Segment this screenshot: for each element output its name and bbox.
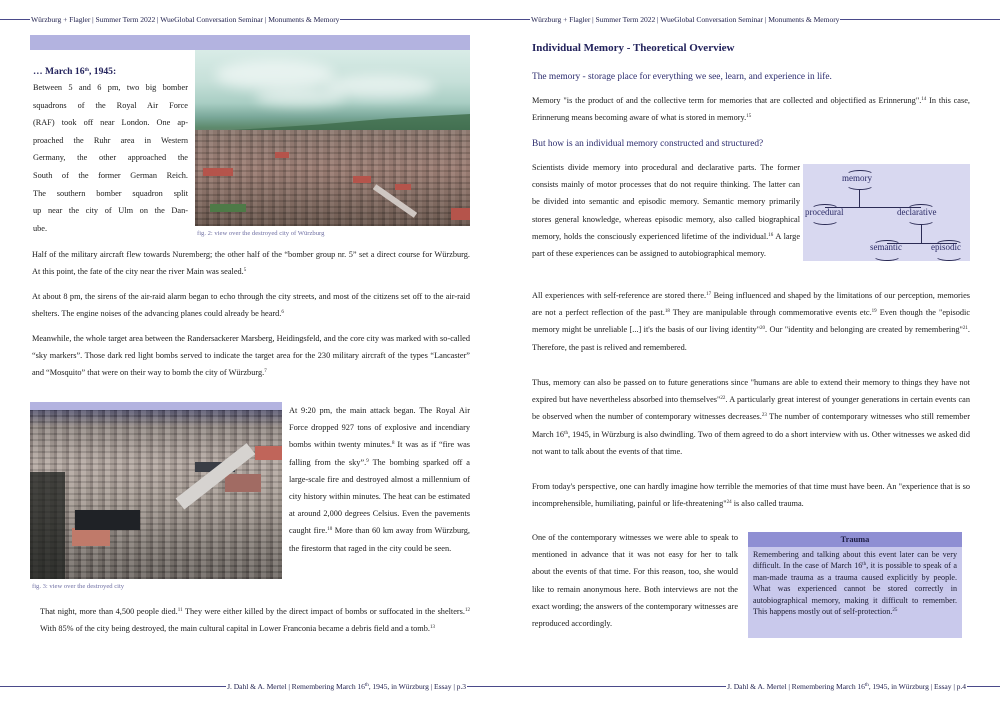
node-arc-icon [811, 215, 839, 225]
paragraph-casualties: That night, more than 4,500 people died.$^{11}$ They were either killed by the direct impact of bombs or suffocated in the shelters.$^{12}$ With 85% of the city being destroyed, the main cultural capital in Lower Franconia became a debris field and a tomb.$^{13}$ [40, 607, 470, 634]
diagram-node-episodic: episodic [931, 242, 961, 252]
header-text: Würzburg + Flagler | Summer Term 2022 | WueGlobal Conversation Seminar | Monuments & Memory [31, 14, 340, 24]
trauma-info-box [748, 532, 962, 638]
header-rule [840, 19, 1000, 20]
diagram-node-memory: memory [842, 173, 872, 183]
paragraph-main-attack: At 9:20 pm, the main attack began. The Royal Air Force dropped 927 tons of explosive and incendiary bombs within twenty minutes.$^8$ It was as if “fire was falling from the sky”.$^9$ The bombing sparked off a large-scale fire and destroyed almost a millennium of city history within minutes. The heat can be estimated at around 2,000 degrees Celsius. Even the pavements caught fire.$^{10}$ More than 60 km away from Würzburg, the firestorm that raged in the city could be seen. [289, 406, 471, 553]
subheading-storage: The memory - storage place for everything we see, learn, and experience in life. [532, 72, 832, 82]
diagram-node-declarative: declarative [897, 207, 937, 217]
accent-band [30, 35, 470, 50]
section-heading: … March 16th, 1945: [33, 66, 117, 77]
footer-rule [967, 686, 1000, 687]
footer-rule [467, 686, 500, 687]
subheading-structure: But how is an individual memory constructed and structured? [532, 139, 764, 149]
diagram-node-procedural: procedural [805, 207, 844, 217]
figure-2-photo-destroyed-wuerzburg [195, 50, 470, 226]
figure-3-photo-destroyed-city [30, 402, 282, 579]
paragraph-generations: Thus, memory can also be passed on to future generations since "humans are able to extend their memory to things they have not expired but have nevertheless absorbed into themselves"$^{22}$. A particularly great interest of younger generations in certain events can be observed when the number of contemporary witnesses decreases.$^{23}$ The number of contemporary witnesses who still remember March 16th, 1945, in Würzburg is also dwindling. Two of them agreed to do a short interview with us. Other witnesses we asked did not want to talk about the events of that time. [532, 378, 970, 456]
paragraph-intro: Between 5 and 6 pm, two big bomber squadrons of the Royal Air Force (RAF) took off near London. One ap- proached the Ruhr area in Western Germany, the other approached the South of the former German Reich. The southern bomber squadron split up near the city of Ulm on the Dan- ube. [33, 83, 188, 233]
paragraph-witness: One of the contemporary witnesses we were able to speak to mentioned in advance that it was not easy for her to talk about the events of that time. For this reason, too, she would like to remain anonymous here. Both interviews are not the exact wording; the answers of the contemporary witnesses are reproduced accordingly. [532, 533, 738, 629]
header-rule [500, 19, 530, 20]
page-title: Individual Memory - Theoretical Overview [532, 42, 735, 54]
node-arc-icon [935, 251, 963, 261]
node-arc-icon [873, 251, 901, 261]
paragraph-nuremberg: Half of the military aircraft flew towards Nuremberg; the other half of the “bomber group nr. 5” set a direct course for Würzburg. At this point, the fate of the city near the river Main was sealed.$^5$ [32, 250, 470, 277]
diagram-node-semantic: semantic [870, 242, 902, 252]
trauma-box-title: Trauma [748, 532, 962, 547]
figure-3-caption: fig. 3: view over the destroyed city [32, 583, 125, 590]
trauma-box-text: Remembering and talking about this event later can be very difficult. In the case of March 16th, it is possible to speak of a man-made trauma as a trauma caused explicitly by people. What was experienced cannot be stored correctly in autobiographical memory, making it difficult to remember. This happens mostly out of self-protection.$^{25}$ [753, 550, 957, 617]
figure-2-caption: fig. 2: view over the destroyed city of Würzburg [197, 230, 325, 237]
footer-rule [0, 686, 226, 687]
running-header [0, 12, 500, 26]
running-header [500, 12, 1000, 26]
paragraph-memory-types: Scientists divide memory into procedural and declarative parts. The former consists mainly of motor processes that do not require thinking. The latter can be divided into semantic and episodic memory. Semantic memory primarily stores general knowledge, whereas episodic memory, also called biographical memory, holds the consciously experienced lifetime of the individual.$^{16}$ A large part of these experiences can be assigned to autobiographical memory. [532, 163, 800, 259]
paragraph-sky-markers: Meanwhile, the whole target area between the Randersackerer Marsberg, Heidingsfeld, and the core city was marked with so-called “sky markers”. Those dark red light bombs served to indicate the target area for the 230 military aircraft of the types “Lancaster” and “Mosquito” that were on their way to bomb the city of Würzburg.$^7$ [32, 334, 470, 378]
running-footer [0, 679, 500, 693]
node-arc-icon [846, 180, 874, 190]
running-footer [500, 679, 1000, 693]
footer-rule [500, 686, 726, 687]
paragraph-self-reference: All experiences with self-reference are stored there.$^{17}$ Being influenced and shaped by the limitations of our perception, memories are not a perfect reflection of the past.$^{18}$ They are manipulable through commemorative events etc.$^{19}$ Even though the "episodic memory might be unreliable [...] it's the basis of our living identity"$^{20}$. Our "identity and belonging are created by remembering"$^{21}$. Therefore, the past is relived and remembered. [532, 291, 971, 352]
header-text: Würzburg + Flagler | Summer Term 2022 | WueGlobal Conversation Seminar | Monuments & Memory [531, 14, 840, 24]
footer-text: J. Dahl & A. Mertel | Remembering March 16th, 1945, in Würzburg | Essay | p.3 [227, 681, 466, 691]
paragraph-sirens: At about 8 pm, the sirens of the air-raid alarm began to echo through the city streets, and most of the citizens set off to the air-raid shelters. The engine noises of the advancing planes could already be heard.$^6$ [32, 292, 470, 319]
header-rule [340, 19, 500, 20]
paragraph-trauma-intro: From today's perspective, one can hardly imagine how terrible the memories of that time must have been. An "experience that is so incomprehensible, humiliating, painful or life-threatening"$^{24}$ is also called trauma. [532, 482, 970, 509]
paragraph-memory-definition: Memory "is the product of and the collective term for memories that are collected and objectified as Erinnerung".$^{14}$ In this case, Erinnerung means becoming aware of what is stored in memory.$^{15}$ [532, 96, 970, 123]
header-rule [0, 19, 30, 20]
memory-structure-diagram [803, 164, 970, 261]
footer-text: J. Dahl & A. Mertel | Remembering March 16th, 1945, in Würzburg | Essay | p.4 [727, 681, 966, 691]
